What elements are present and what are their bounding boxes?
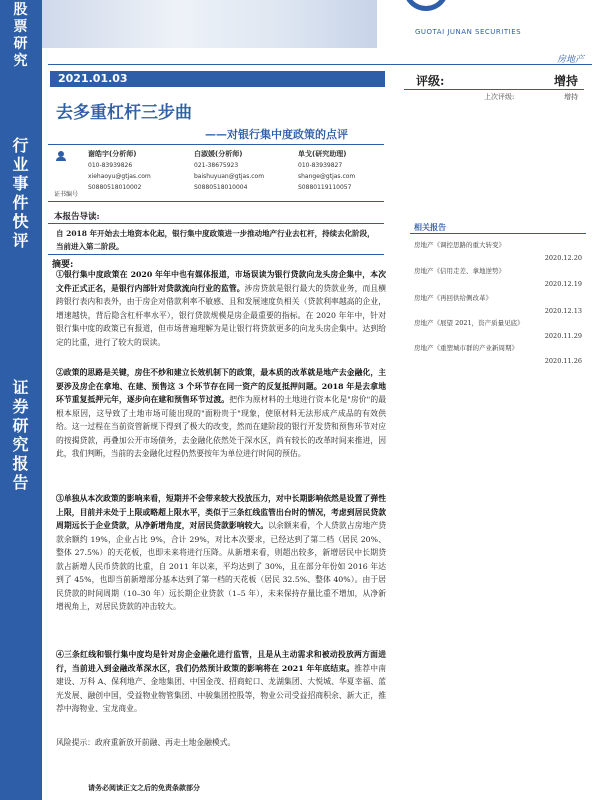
previous-rating-value: 增持 — [564, 93, 578, 101]
related-report-link[interactable]: 房地产《展望 2021，资产质量见底》 — [414, 319, 524, 327]
rating-divider — [404, 89, 584, 90]
analyst-phone: 010-83939826 — [88, 162, 133, 169]
analyst-info — [48, 144, 384, 202]
analyst-phone: 021-38675923 — [194, 162, 239, 169]
paragraph-body: 以余额来看，个人贷款占房地产贷款余额约 19%，企业占比 9%，合计 29%，对比本次要求，已经达到了第二档（居民 20%、整体 27.5%）的天花板，也即未来将进行压降。从新增来看，则超出较多，新增居民中长期贷款占新增人民币贷款的比重，自 2011 年以来，平均达到了 30%，且在部分年份如 2016 年达到了 45%，也即当前新增部分基本达到了第一档的天花板（居民 32.5%、整体 40%）。由于居民贷款的时间周期（10–30 年）远长期企业贷款（1–5 年），未来保持存量比重不增加，从净新增视角上，对居民贷款的冲击较大。 — [56, 521, 387, 611]
paragraph-body: 推荐中南建设、万科 A、保利地产、金地集团、中国金茂、招商蛇口、龙湖集团、大悦城、华夏幸福、蓝光发展、融创中国，受益物业物管集团、中骏集团控股等，物业公司受益招商积余、新大正，推荐中海物业、宝龙商业。 — [56, 663, 386, 713]
paragraph-body: 把作为原材料的土地进行资本化是"房价"的最根本原因，这导致了土地市场可能出现的"面粉贵于"现象，使原材料无法形成产成品的有效供给。这一过程在当前资管新规下得到了极大的改变，然而在建阶段的银行开发贷和预售环节对应的按揭贷款，再叠加公开市场债务，去金融化依然处于深水区，尚有较长的改革时间来推进，因此，我们判断，当前的去金融化过程仍然要按年为单位进行时间的预估。 — [56, 395, 387, 458]
previous-rating-label: 上次评级: — [484, 93, 515, 101]
analyst-license: S0880518010004 — [194, 184, 248, 191]
related-report-date: 2020.11.26 — [544, 357, 582, 365]
analyst-1 — [88, 149, 151, 193]
person-icon — [56, 151, 66, 161]
rating-label: 评级: — [416, 74, 445, 88]
paragraph-lead: ③单独从本次政策的影响来看，短期并不会带来较大投放压力，对中长期影响依然是设置了弹性上限，目前并未处于上限或略超上限水平，类似于三条红线监管出台时的情况，考虑到居民贷款周期远长于企业贷款，从净新增角度，对居民贷款影响较大。 — [56, 494, 386, 530]
analyst-license: S0880518010002 — [88, 184, 142, 191]
sidebar — [0, 0, 42, 800]
logo-text: GUOTAI JUNAN SECURITIES — [415, 28, 522, 36]
analyst-name: 白淑媛(分析师) — [194, 150, 243, 158]
analyst-license: S0880119110057 — [298, 184, 352, 191]
analyst-email[interactable]: shange@gtjas.com — [298, 173, 356, 180]
abstract-label: 摘要: — [52, 260, 74, 270]
abstract-paragraph — [56, 366, 386, 461]
risk-warning: 风险提示：政府重新放开前融、再走土地金融模式。 — [56, 738, 236, 747]
rating-value: 增持 — [553, 74, 578, 88]
related-report-date: 2020.12.20 — [544, 254, 582, 262]
logo-arc-icon — [403, 0, 449, 11]
related-report-link[interactable]: 房地产《再回供给侧改革》 — [414, 294, 492, 302]
license-label: 证书编号 — [54, 191, 79, 198]
report-title: 去多重杠杆三步曲 — [56, 103, 192, 123]
analyst-3 — [298, 149, 355, 193]
related-report-link[interactable]: 房地产《重塑城市群的产业新周期》 — [414, 344, 518, 352]
analyst-name: 单戈(研究助理) — [298, 150, 347, 158]
analyst-2 — [194, 149, 264, 193]
header-divider — [48, 64, 592, 65]
abstract-paragraph — [56, 492, 386, 614]
abstract-paragraph — [56, 648, 386, 716]
disclaimer-footer: 请务必阅读正文之后的免责条款部分 — [88, 783, 200, 792]
paragraph-lead: ②政策的思路是关键，房住不炒和建立长效机制下的政策，最本质的改革就是地产去金融化，主要涉及房企在拿地、在建、预售这 3 个环节存在同一资产的反复抵押问题。2018 年是去拿地环节重复抵押元年，逐步向在建和预售环节过渡。 — [56, 368, 386, 404]
related-report-link[interactable]: 房地产《调控思路的重大转变》 — [414, 241, 505, 249]
related-report-date: 2020.11.29 — [544, 332, 582, 340]
guide-title: 本报告导读: — [54, 212, 100, 222]
analyst-email[interactable]: xiehaoyu@gtjas.com — [88, 173, 151, 180]
sidebar-top-text: 股 票 研 究 — [13, 2, 29, 69]
company-logo — [385, 0, 600, 40]
header-banner — [42, 0, 377, 48]
paragraph-lead: ①银行集中度政策在 2020 年年中也有媒体报道，市场误读为银行贷款向龙头房企集中，本次文件正式正名，是银行内部针对贷款流向行业的监管。 — [56, 270, 386, 293]
related-reports-title: 相关报告 — [414, 222, 446, 232]
analyst-email[interactable]: baishuyuan@gtjas.com — [194, 173, 265, 180]
sidebar-report-type-text: 证 券 研 究 报 告 — [12, 378, 30, 492]
guide-text: 自 2018 年开始去土地资本化起，银行集中度政策进一步推动地产行业去杠杆，持续去化阶段，当前进入第二阶段。 — [48, 223, 384, 255]
sidebar-category-text: 行 业 事 件 快 评 — [12, 136, 30, 250]
abstract-paragraph — [56, 268, 386, 349]
related-report-date: 2020.12.19 — [544, 280, 582, 288]
paragraph-lead: ④三条红线和银行集中度均是针对房企金融化进行监管，且是从主动需求和被动投放两方面进行，当前进入到金融改革深水区，我们仍然预计政策的影响将在 2021 年年底结束。 — [56, 650, 386, 673]
industry-tag: 房地产 — [556, 55, 584, 65]
related-report-date: 2020.12.13 — [544, 307, 582, 315]
analyst-name: 谢皓宇(分析师) — [88, 150, 137, 158]
related-reports-divider — [410, 233, 586, 234]
related-report-link[interactable]: 房地产《信用走差、拿地逆势》 — [414, 267, 505, 275]
report-date: 2021.01.03 — [50, 71, 385, 87]
analyst-phone: 010-83939827 — [298, 162, 343, 169]
report-subtitle: ——对银行集中度政策的点评 — [205, 128, 348, 141]
paragraph-body: 涉房贷款是银行最大的贷款业务，而且横跨银行表内和表外，由于房企对借款利率不敏感、且和发展速度负相关（贷款利率越高的企业，增速越快，背后隐含杠杆率水平），银行贷款规模是房企最重要的指标。在 2020 年年中，针对银行集中度的政策已有报道，但市场普遍理解为是让银行将贷款更多的向龙头房企集中。达到给定的比重，进行了较大的误读。 — [56, 283, 387, 347]
